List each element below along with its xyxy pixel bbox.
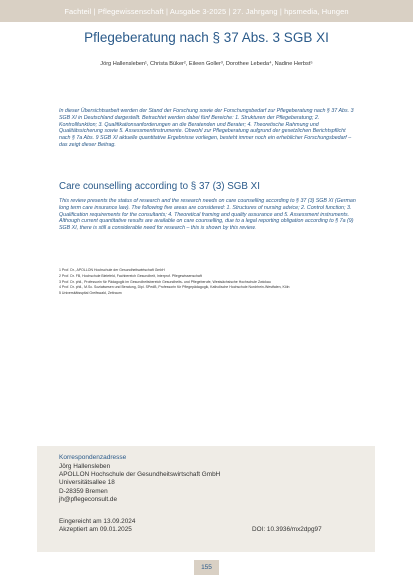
correspondence-address bbox=[59, 463, 220, 504]
page-number-badge bbox=[194, 560, 219, 575]
correspondence-street: Universitätsallee 18 bbox=[59, 479, 115, 487]
abstract-german: In dieser Übersichtsarbeit werden der Stand der Forschung sowie der Forschungsbedarf zur Pflegeberatung nach § 37 Abs. 3 SGB XI in Deutschland dargestellt. Betrachtet werden dabei fünf Bereiche: 1. Strukturen der Pflegeberatung; 2. Kontrollfunktion; 3. Qualifikationsanforderungen an die Beratenden und Berater; 4. Theoretische Rahmung und Qualitätssicherung sowie 5. Assessmentinstrumente. Obwohl zur Pflegeberatung aufgrund der gesetzlichen Berichtspflicht nach § 7a Abs. 9 SGB XI aktuelle quantitative Ergebnisse vorliegen, besteht immer noch ein erheblicher Forschungsbedarf – das zeigt dieser Beitrag. bbox=[59, 108, 354, 148]
english-title: Care counselling according to § 37 (3) SGB XI bbox=[59, 181, 260, 192]
journal-header-text: Fachteil | Pflegewissenschaft | Ausgabe 3-2025 | 27. Jahrgang | hpsmedia, Hungen bbox=[64, 6, 349, 16]
doi-link[interactable]: DOI: 10.3936/mx2dpg97 bbox=[252, 526, 322, 533]
correspondence-city: D-28359 Bremen bbox=[59, 487, 108, 495]
correspondence-email[interactable]: jh@pflegeconsult.de bbox=[59, 495, 118, 503]
accepted-date: Akzeptiert am 09.01.2025 bbox=[59, 526, 132, 534]
correspondence-heading: Korrespondenzadresse bbox=[59, 454, 127, 461]
affiliation-item: 5 Universitätsspital Greifswald, Zeitraum bbox=[59, 291, 122, 296]
affiliations-list bbox=[59, 268, 359, 297]
affiliation-item: 1 Prof. Dr., APOLLON Hochschule der Gesundheitswirtschaft GmbH bbox=[59, 268, 165, 272]
submission-dates bbox=[59, 518, 135, 534]
page-number: 155 bbox=[201, 564, 212, 571]
abstract-english: This review presents the status of research and the research needs on care counselling according to § 37 (3) SGB XI (German long term care insurance law). The following five areas are considered: 1. Structures of nursing advice; 2. Control function; 3. Qualification requirements for the consultants; 4. Theoretical framing and quality assurance and 5. Assessment instruments. Although current quantitative results are available on care counselling, due to a legal reporting obligation according to § 7a (9) SGB XI, there is still a considerable need for research – this is shown by this review. bbox=[59, 198, 356, 232]
author-list: Jörg Hallensleben¹, Christa Büker², Eileen Goller³, Dorothee Lebeda⁴, Nadine Herbst⁵ bbox=[100, 61, 313, 67]
affiliation-item: 4 Prof. Dr. phil., M.Sc. Sozialwesen und Beratung, Dipl. SPedB, Professorin für Pflegepädagogik, Katholische Hochschule Nordrhein-Westfalen, Köln bbox=[59, 285, 290, 290]
correspondence-name: Jörg Hallensleben bbox=[59, 463, 111, 470]
correspondence-institution: APOLLON Hochschule der Gesundheitswirtschaft GmbH bbox=[59, 471, 221, 479]
affiliation-item: 2 Prof. Dr. FB, Hochschule Bielefeld, Fachbereich Gesundheit, Interprof. Pflegewissenschaft bbox=[59, 273, 202, 278]
journal-header-bar bbox=[0, 0, 413, 22]
article-title: Pflegeberatung nach § 37 Abs. 3 SGB XI bbox=[84, 30, 329, 45]
affiliation-item: 3 Prof. Dr. phil., Professorin für Pädagogik im Gesundheitsbereich Gesundheits- und Pflegeberufe, Westsächsische Hochschule Zwickau bbox=[59, 279, 271, 284]
received-date: Eingereicht am 13.09.2024 bbox=[59, 518, 136, 525]
